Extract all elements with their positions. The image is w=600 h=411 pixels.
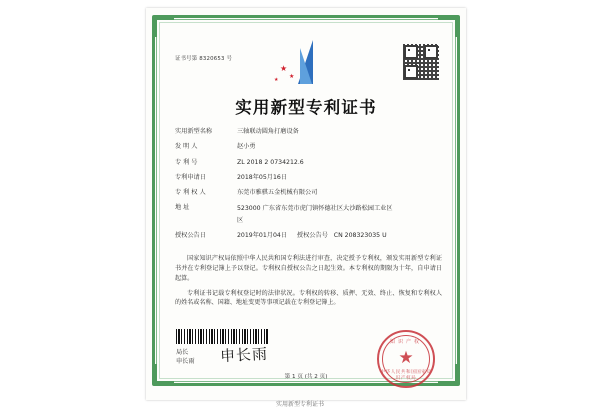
field-row-patentee	[175, 189, 442, 197]
field-row-publication	[175, 232, 442, 240]
field-value: 523000 广东省东莞市虎门镇怀德社区大沙路松园工业区	[237, 205, 393, 213]
sail-logo-icon	[270, 38, 342, 94]
document-title: 实用新型专利证书	[235, 98, 377, 117]
field-value: 东莞市雅骐五金机械有限公司	[237, 189, 318, 196]
field-address-continuation: 区	[237, 216, 244, 224]
field-row-address	[175, 204, 442, 214]
logo-star-3: ★	[274, 77, 279, 83]
sail-shape-secondary	[300, 48, 312, 84]
publication-date-value: 2019年01月04日	[237, 231, 288, 239]
signature-label-line1: 局长	[176, 349, 189, 356]
field-label: 授权公告日	[175, 231, 206, 239]
qr-finder-top-right	[424, 45, 438, 59]
signature-labels	[176, 349, 195, 367]
field-value: 三轴联动圆角打磨设备	[237, 128, 299, 135]
certificate-number: 证书号第 8320653 号	[175, 56, 233, 62]
field-label: 专 利 号	[175, 158, 198, 166]
qr-finder-top-left	[404, 45, 418, 59]
seal-star-icon: ★	[398, 348, 414, 369]
publication-number-value: CN 208323035 U	[333, 231, 387, 239]
image-caption: 实用新型专利证书	[275, 401, 324, 408]
field-value: ZL 2018 2 0734212.6	[237, 158, 304, 166]
field-label: 实用新型名称	[175, 128, 213, 135]
field-row-application-date	[175, 174, 442, 182]
qr-finder-bottom-left	[404, 65, 418, 79]
field-list	[175, 128, 442, 247]
field-label: 发 明 人	[175, 143, 198, 151]
body-text	[175, 254, 442, 313]
logo-star-2: ★	[289, 73, 295, 80]
field-label: 专 利 权 人	[175, 189, 206, 196]
body-paragraph-2: 专利证书记载专利权登记时的法律状况。专利权的转移、质押、无效、终止、恢复和专利权人的姓名或名称、国籍、地址变更等事项记载在专利登记簿上。	[175, 289, 442, 307]
signature-label-line2: 申长雨	[176, 357, 195, 365]
corner-ornament-top-right	[438, 18, 457, 37]
seal-top-text: 知识产权	[389, 339, 422, 345]
field-value: 赵小勇	[237, 143, 256, 151]
field-row-name	[175, 128, 442, 136]
certificate-sheet	[146, 8, 466, 400]
signature-handwriting: 申长雨	[219, 344, 269, 366]
field-value: 2018年05月16日	[237, 173, 288, 181]
logo-star-1: ★	[280, 64, 288, 73]
field-label: 地 址	[175, 204, 190, 212]
field-row-inventor	[175, 143, 442, 151]
field-value	[237, 232, 442, 240]
publication-number-label: 授权公告号	[296, 231, 328, 239]
body-paragraph-1: 国家知识产权局依照中华人民共和国专利法进行审查，决定授予专利权，颁发实用新型专利证书并在专利登记簿上予以登记。专利权自授权公告之日起生效。本专利权的期限为十年，自申请日起算。	[175, 255, 442, 282]
field-row-patent-number	[175, 159, 442, 167]
page-number: 第 1 页 (共 2 页)	[284, 374, 328, 380]
field-label: 专利申请日	[175, 173, 206, 181]
corner-ornament-top-left	[155, 18, 174, 37]
qr-code-icon	[403, 44, 439, 80]
barcode-icon	[176, 329, 268, 344]
seal-bottom-text: 中华人民共和国国家知识产权局	[380, 370, 432, 381]
